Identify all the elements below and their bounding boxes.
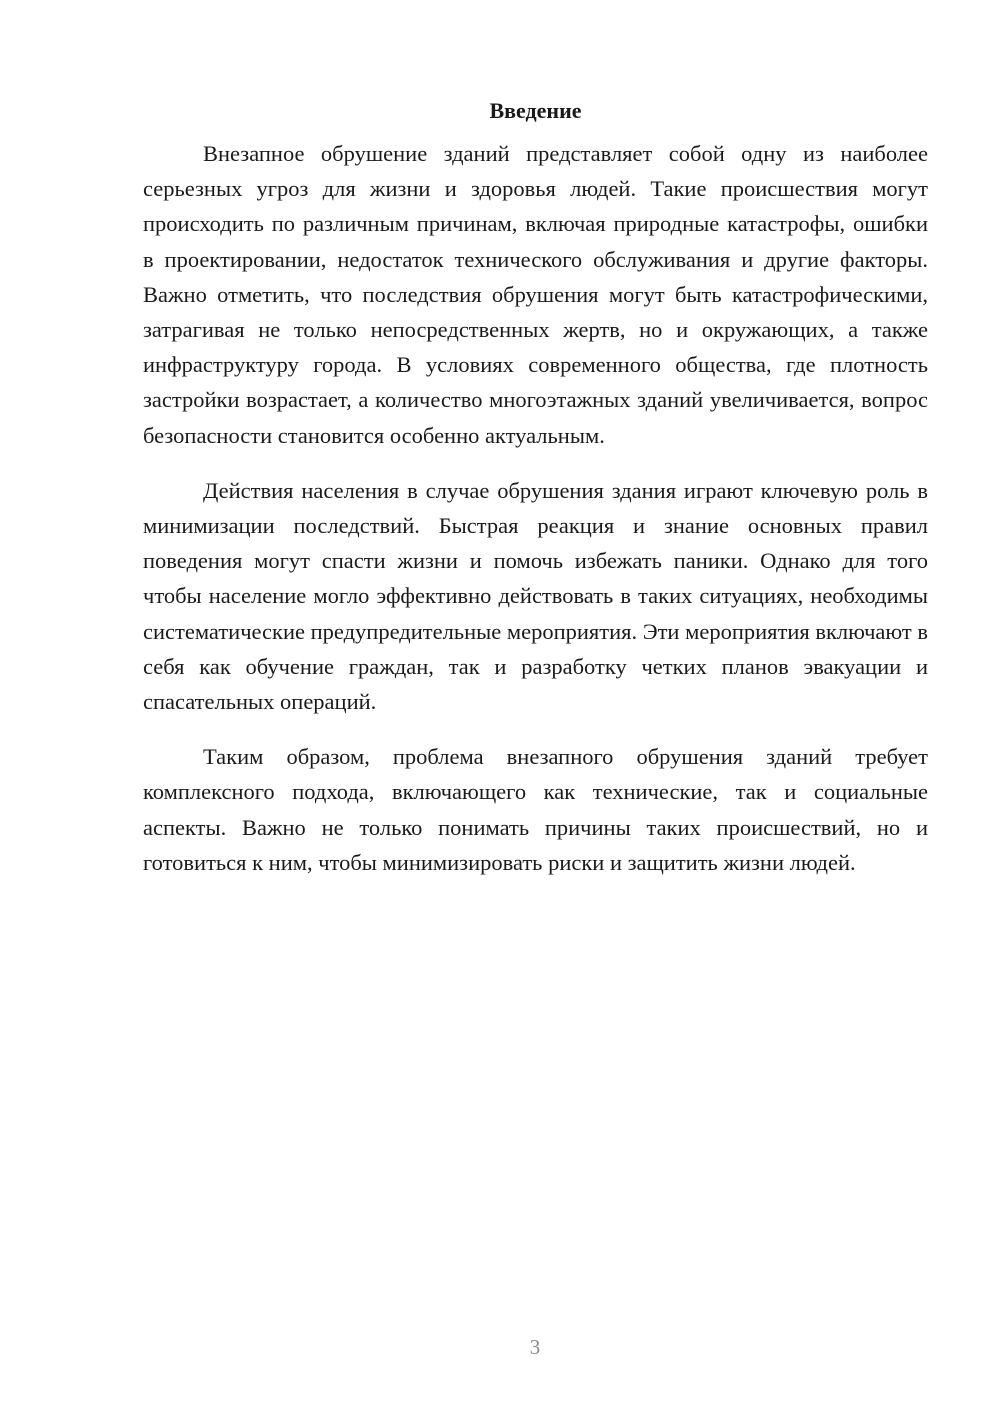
section-heading: Введение	[489, 98, 582, 123]
paragraph-1: Внезапное обрушение зданий представляет собой одну из наиболее серьезных угроз для жизни и здоровья людей. Такие происшествия могут происходить по различным причинам, включая природные катастрофы, ошибки в проектировании, недостаток технического обслуживания и другие факторы. Важно отметить, что последствия обрушения могут быть катастрофическими, затрагивая не только непосредственных жертв, но и окружающих, а также инфраструктуру города. В условиях современного общества, где плотность застройки возрастает, а количество многоэтажных зданий увеличивается, вопрос безопасности становится особенно актуальным.	[143, 141, 928, 448]
paragraph-2: Действия населения в случае обрушения здания играют ключевую роль в минимизации последствий. Быстрая реакция и знание основных правил поведения могут спасти жизни и помочь избежать паники. Однако для того чтобы население могло эффективно действовать в таких ситуациях, необходимы систематические предупредительные мероприятия. Эти мероприятия включают в себя как обучение граждан, так и разработку четких планов эвакуации и спасательных операций.	[143, 477, 928, 715]
page-number: 3	[529, 1335, 541, 1359]
document-body	[143, 92, 928, 900]
paragraph-3: Таким образом, проблема внезапного обрушения зданий требует комплексного подхода, включающего как технические, так и социальные аспекты. Важно не только понимать причины таких происшествий, но и готовиться к ним, чтобы минимизировать риски и защитить жизни людей.	[143, 744, 928, 875]
